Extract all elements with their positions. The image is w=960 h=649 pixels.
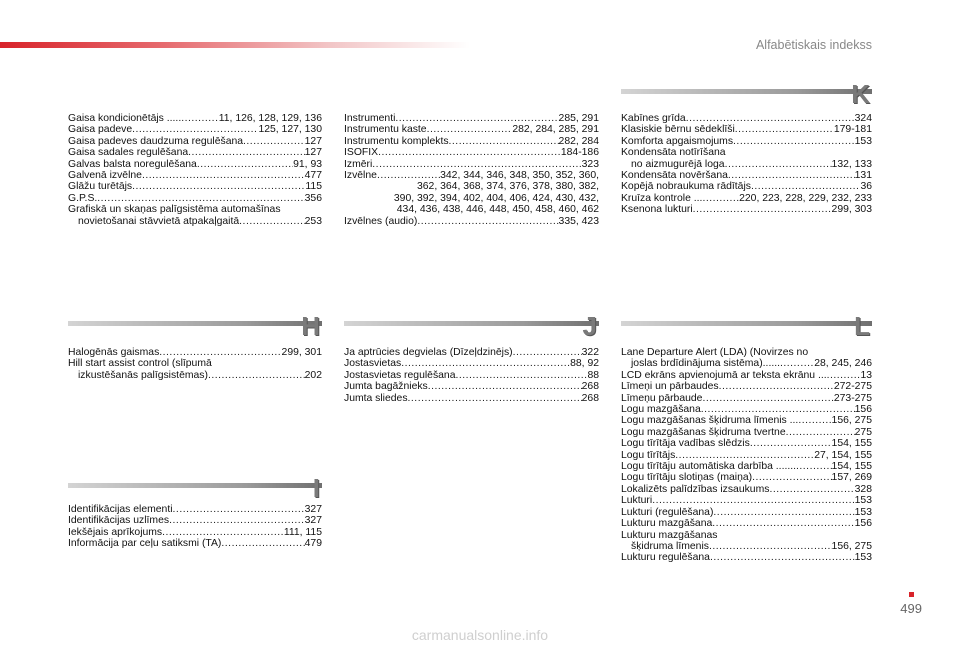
dot-leader	[827, 370, 861, 381]
index-entry	[344, 170, 599, 181]
index-entry-term: Iekšējais aprīkojums	[68, 526, 163, 538]
index-entry-term: Gaisa sadales regulēšana	[68, 147, 189, 159]
index-entry-term: Lokalizēts palīdzības izsaukums	[621, 483, 770, 495]
index-entry-term: Jostasvietas	[344, 358, 402, 370]
index-entry-term: Identifikācijas uzlīmes	[68, 515, 170, 527]
index-entry-term: Izvēlne	[344, 170, 377, 182]
section-divider	[621, 89, 872, 94]
index-entry	[621, 124, 872, 135]
index-entry	[68, 193, 322, 204]
index-entry-term: Logu mazgāšana	[621, 404, 701, 416]
index-entry-pages: 156	[854, 404, 872, 416]
index-entry-pages: 127	[304, 147, 322, 159]
index-entry-pages: 285, 291	[558, 113, 599, 124]
index-entry-term: Instrumentu komplekts	[344, 135, 449, 147]
index-entry	[68, 147, 322, 158]
index-entry	[621, 181, 872, 192]
index-entry	[621, 404, 872, 415]
index-entry	[621, 495, 872, 506]
index-entry	[621, 193, 872, 204]
index-entry-term: Logu tīrītāju automātiska darbība .......	[621, 461, 797, 473]
index-entry-pages: 154, 155	[831, 461, 872, 473]
index-entry-pages-cont: 434, 436, 438, 446, 448, 450, 458, 460, 462	[396, 204, 599, 216]
index-entry-pages: 356	[304, 192, 322, 204]
watermark: carmanualsonline.info	[411, 627, 549, 643]
dot-leader	[377, 170, 440, 181]
index-entry	[68, 216, 322, 227]
index-entry-term: Jostasvietas regulēšana	[344, 369, 456, 381]
index-entry-pages: 202	[304, 369, 322, 381]
index-entry	[621, 461, 872, 472]
page-header-title: Alfabētiskais indekss	[755, 38, 872, 52]
dot-leader	[169, 515, 305, 526]
index-entry-heading: Lukturu mazgāšanas	[621, 529, 718, 541]
index-entry-term: ISOFIX	[344, 147, 379, 159]
index-entry	[621, 507, 872, 518]
index-entry-term: šķidruma līmenis	[631, 540, 709, 552]
section-letter-h: H	[301, 311, 320, 341]
index-entry-term: Logu mazgāšanas šķidruma līmenis ...	[621, 415, 799, 427]
index-entry-pages: 479	[304, 538, 322, 550]
index-entry-term: Glāžu turētājs	[68, 181, 133, 193]
index-entry-term: izkustēšanās palīgsistēmas)	[78, 369, 208, 381]
index-entry-pages: 11, 126, 128, 129, 136	[218, 113, 322, 124]
dot-leader	[401, 358, 570, 369]
index-entry	[621, 552, 872, 563]
section-header-j	[344, 311, 599, 342]
index-entry-pages: 157, 269	[831, 472, 872, 484]
header-accent-bar	[0, 42, 470, 48]
index-entry-pages: 324	[854, 113, 872, 124]
dot-leader	[751, 181, 860, 192]
index-entry-pages: 28, 245, 246	[814, 358, 872, 370]
dot-leader	[239, 216, 304, 227]
index-entry-pages: 127	[304, 135, 322, 147]
index-entry-pages: 299, 301	[281, 347, 322, 358]
section-header-i	[68, 473, 322, 504]
dot-leader	[728, 170, 855, 181]
index-entry-term: Kopējā nobraukuma rādītājs	[621, 181, 751, 193]
dot-leader	[159, 347, 281, 358]
index-entry	[68, 538, 322, 549]
index-entry-pages: 115	[305, 181, 322, 193]
index-entry	[68, 159, 322, 170]
index-entry	[68, 113, 322, 124]
dot-leader	[427, 124, 513, 135]
index-entry-term: joslas brdīdinājuma sistēma)......	[631, 358, 780, 370]
index-entry-term: Lukturu regulēšana	[621, 552, 710, 564]
index-entry-term: Gaisa padeve	[68, 124, 133, 136]
index-entry-term: Ja aptrūcies degvielas (Dīzeļdzinējs)	[344, 347, 513, 358]
index-entry-pages: 328	[854, 483, 872, 495]
index-entry-term: G.P.S.	[68, 192, 98, 204]
index-entry-pages: 27, 154, 155	[814, 449, 872, 461]
index-entry-term: Galvenā izvēlne	[68, 170, 142, 182]
dot-leader	[417, 216, 558, 227]
index-entry	[621, 381, 872, 392]
section-divider	[621, 321, 872, 326]
dot-leader	[513, 347, 582, 358]
index-entry-pages: 282, 284	[558, 135, 599, 147]
index-entry-heading: Grafiskā un skaņas palīgsistēma automašīnas	[68, 204, 281, 216]
index-entry-term: Jumta sliedes	[344, 392, 408, 404]
dot-leader	[702, 193, 739, 204]
dot-leader	[780, 358, 814, 369]
index-entry-term: Gaisa padeves daudzuma regulēšana	[68, 135, 244, 147]
index-entry-term: Instrumentu kaste	[344, 124, 427, 136]
index-entry	[68, 347, 322, 358]
index-entry	[344, 113, 599, 124]
index-entry-pages: 13	[860, 369, 872, 381]
index-entry	[344, 136, 599, 147]
dot-leader	[750, 438, 832, 449]
dot-leader	[162, 527, 284, 538]
index-entry-term: Klasiskie bērnu sēdeklīši	[621, 124, 735, 136]
index-entry-term: Logu tīrītājs	[621, 449, 676, 461]
index-entry-term: Logu tīrītāja vadības slēdzis	[621, 438, 750, 450]
dot-leader	[408, 393, 582, 404]
index-column-i	[68, 504, 322, 550]
index-entry	[344, 159, 599, 170]
dot-leader	[173, 504, 305, 515]
index-entry-pages: 179-181	[833, 124, 872, 136]
index-entry-term: Kruīza kontrole ...	[621, 192, 703, 204]
index-entry-pages: 156, 275	[831, 540, 872, 552]
index-entry	[621, 136, 872, 147]
section-header-h	[68, 311, 322, 342]
index-entry-term: Lukturu mazgāšana	[621, 518, 713, 530]
index-entry	[621, 450, 872, 461]
index-entry-term: Kabīnes grīda	[621, 113, 686, 124]
dot-leader	[798, 415, 831, 426]
index-entry-term: Logu mazgāšanas šķidruma tvertne	[621, 426, 786, 438]
dot-leader	[221, 538, 304, 549]
index-entry-term: Jumta bagāžnieks	[344, 381, 428, 393]
index-entry-pages: 154, 155	[831, 438, 872, 450]
index-entry-pages: 268	[581, 392, 599, 404]
index-entry	[344, 147, 599, 158]
index-entry	[621, 393, 872, 404]
index-entry-pages-cont: 362, 364, 368, 374, 376, 378, 380, 382,	[417, 181, 599, 193]
dot-leader	[693, 204, 832, 215]
index-entry-pages: 153	[854, 135, 872, 147]
index-entry	[344, 393, 599, 404]
section-letter-l: L	[854, 311, 870, 341]
section-divider	[68, 321, 322, 326]
index-entry-term: Galvas balsta noregulēšana	[68, 158, 197, 170]
index-entry-term: Logu tīrītāju slotiņas (maiņa)	[621, 472, 753, 484]
dot-leader	[132, 181, 305, 192]
dot-leader	[243, 136, 305, 147]
index-entry-pages: 335, 423	[558, 215, 599, 227]
index-column-k	[621, 113, 872, 216]
index-column-h	[68, 347, 322, 381]
dot-leader	[769, 484, 854, 495]
index-entry	[621, 484, 872, 495]
index-entry-pages: 327	[304, 504, 322, 515]
dot-leader	[686, 113, 855, 124]
dot-leader	[428, 381, 582, 392]
index-entry-pages: 273-275	[833, 392, 872, 404]
index-entry-pages: 272-275	[833, 381, 872, 393]
index-entry-pages: 253	[304, 215, 322, 227]
index-entry-term: Lukturi (regulēšana)	[621, 506, 714, 518]
section-header-k	[621, 79, 872, 110]
dot-leader	[701, 404, 855, 415]
index-entry-pages: 131	[854, 170, 872, 182]
index-entry	[344, 381, 599, 392]
index-entry-pages: 327	[304, 515, 322, 527]
index-entry-pages: 220, 223, 228, 229, 232, 233	[739, 192, 872, 204]
index-entry-term: Informācija par ceļu satiksmi (TA)	[68, 538, 222, 550]
index-entry-pages: 153	[854, 506, 872, 518]
index-entry-pages: 282, 284, 285, 291	[512, 124, 599, 136]
index-entry-pages: 88, 92	[570, 358, 599, 370]
index-entry-term: novietošanai stāvvietā atpakaļgaitā	[78, 215, 240, 227]
index-entry	[68, 170, 322, 181]
dot-leader	[449, 136, 559, 147]
index-entry	[621, 358, 872, 369]
index-entry	[344, 347, 599, 358]
index-entry	[344, 358, 599, 369]
section-letter-i: I	[312, 473, 320, 503]
dot-leader	[702, 393, 833, 404]
index-entry	[621, 204, 872, 215]
index-entry-pages: 299, 303	[831, 204, 872, 216]
section-letter-k: K	[851, 79, 870, 109]
index-entry	[621, 427, 872, 438]
dot-leader	[733, 136, 855, 147]
index-entry-pages: 111, 115	[283, 526, 322, 538]
dot-leader	[97, 193, 304, 204]
index-entry-pages-cont: 390, 392, 394, 402, 404, 406, 424, 430, 432,	[393, 192, 599, 204]
index-entry	[621, 472, 872, 483]
index-entry	[621, 541, 872, 552]
index-entry	[621, 170, 872, 181]
dot-leader	[786, 427, 855, 438]
index-entry-term: Līmeņi un pārbaudes	[621, 381, 719, 393]
dot-leader	[796, 461, 832, 472]
dot-leader	[725, 159, 832, 170]
index-entry	[621, 113, 872, 124]
index-entry	[68, 504, 322, 515]
index-entry-heading: Lane Departure Alert (LDA) (Novirzes no	[621, 347, 809, 358]
section-header-l	[621, 311, 872, 342]
dot-leader	[719, 381, 834, 392]
index-entry-term: Gaisa kondicionētājs .....	[68, 113, 182, 124]
index-entry	[68, 181, 322, 192]
index-entry	[621, 518, 872, 529]
index-entry-pages: 153	[854, 552, 872, 564]
index-entry-pages: 125, 127, 130	[258, 124, 322, 136]
dot-leader	[372, 159, 581, 170]
index-entry-heading: Hill start assist control (slīpumā	[68, 358, 212, 370]
index-entry-pages: 268	[581, 381, 599, 393]
index-entry-pages: 153	[854, 495, 872, 507]
dot-leader	[188, 147, 305, 158]
index-column-l	[621, 347, 872, 564]
dot-leader	[142, 170, 305, 181]
dot-leader	[710, 552, 855, 563]
index-column-i-top	[344, 113, 599, 227]
index-entry-pages: 342, 344, 346, 348, 350, 352, 360,	[440, 170, 599, 182]
dot-leader	[712, 518, 854, 529]
index-entry	[344, 216, 599, 227]
dot-leader	[378, 147, 561, 158]
index-entry	[621, 370, 872, 381]
section-divider	[68, 483, 322, 488]
dot-leader	[735, 124, 834, 135]
index-entry-term: Izvēlnes (audio)	[344, 215, 418, 227]
index-entry-heading: Kondensāta notīrīšana	[621, 147, 726, 159]
index-entry-term: Halogēnās gaismas	[68, 347, 160, 358]
index-entry	[621, 438, 872, 449]
page-marker	[909, 592, 914, 597]
index-entry	[68, 370, 322, 381]
dot-leader	[395, 113, 558, 124]
dot-leader	[181, 113, 219, 124]
index-entry	[68, 527, 322, 538]
index-entry-term: Komforta apgaismojums	[621, 135, 734, 147]
index-entry-pages: 132, 133	[831, 158, 872, 170]
dot-leader	[713, 507, 854, 518]
index-entry	[68, 136, 322, 147]
index-entry-term: Instrumenti	[344, 113, 396, 124]
index-entry-pages: 156	[854, 518, 872, 530]
dot-leader	[675, 450, 814, 461]
index-entry-term: Lukturi	[621, 495, 653, 507]
index-entry-term: Kondensāta novēršana	[621, 170, 728, 182]
index-entry-pages: 156, 275	[831, 415, 872, 427]
index-entry-pages: 184-186	[560, 147, 599, 159]
index-column-j	[344, 347, 599, 404]
index-entry	[68, 124, 322, 135]
dot-leader	[208, 370, 305, 381]
dot-leader	[652, 495, 854, 506]
index-entry	[68, 515, 322, 526]
index-column-g	[68, 113, 322, 227]
index-entry-pages: 88	[587, 369, 599, 381]
index-entry-term: LCD ekrāns apvienojumā ar teksta ekrānu ...	[621, 369, 827, 381]
index-entry-term: Izmēri	[344, 158, 373, 170]
section-divider	[344, 321, 599, 326]
index-entry-pages: 477	[304, 170, 322, 182]
index-entry-term: Līmeņu pārbaude	[621, 392, 703, 404]
index-entry	[344, 124, 599, 135]
index-entry-term: no aizmugurējā loga	[631, 158, 725, 170]
dot-leader	[709, 541, 832, 552]
dot-leader	[197, 159, 293, 170]
index-entry	[344, 370, 599, 381]
index-entry-pages: 323	[581, 158, 599, 170]
dot-leader	[752, 472, 831, 483]
dot-leader	[132, 124, 258, 135]
section-letter-j: J	[582, 311, 597, 341]
dot-leader	[455, 370, 587, 381]
index-entry	[621, 415, 872, 426]
index-entry-pages: 36	[860, 181, 872, 193]
index-entry-pages: 91, 93	[293, 158, 322, 170]
index-entry	[621, 159, 872, 170]
index-entry-term: Ksenona lukturi	[621, 204, 693, 216]
index-entry-pages: 275	[854, 426, 872, 438]
index-entry-pages: 322	[581, 347, 599, 358]
index-entry-term: Identifikācijas elementi	[68, 504, 173, 515]
page-number: 499	[900, 601, 922, 616]
